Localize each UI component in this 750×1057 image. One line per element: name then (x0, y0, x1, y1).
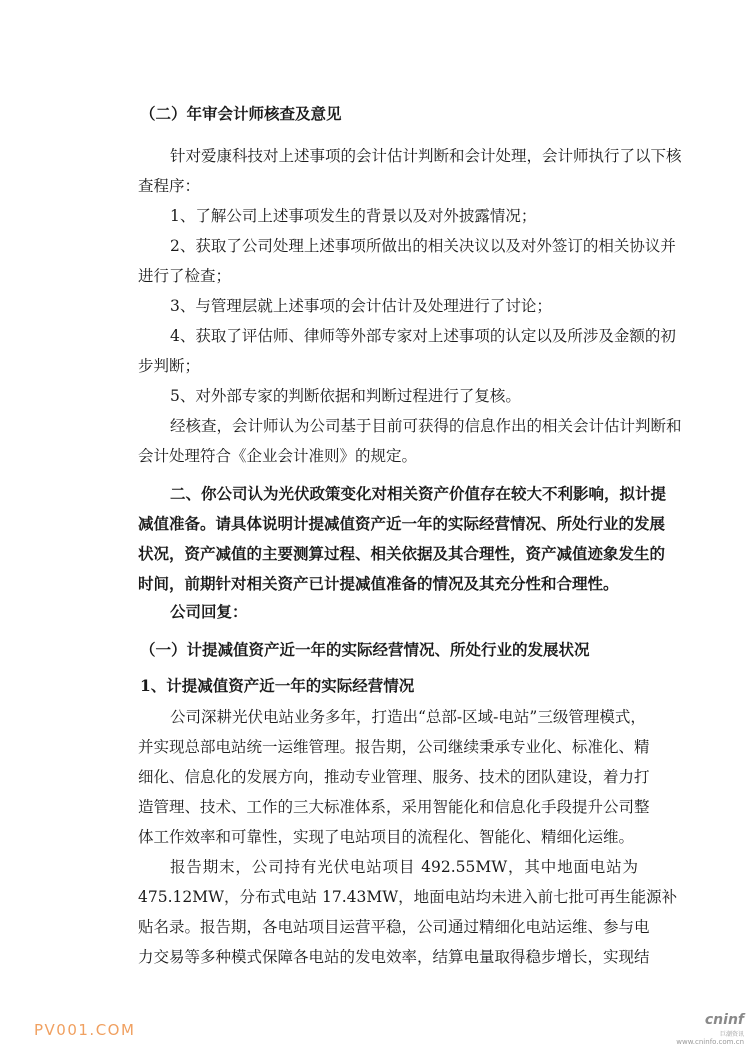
list-item: 2、获取了公司处理上述事项所做出的相关决议以及对外签订的相关协议并 (170, 237, 676, 255)
cninfo-logo: cninf (704, 1012, 744, 1028)
list-item: 3、与管理层就上述事项的会计估计及处理进行了讨论； (170, 297, 552, 315)
paragraph-line: 细化、信息化的发展方向，推动专业管理、服务、技术的团队建设，着力打 (138, 768, 650, 786)
cninfo-url: www.cninfo.com.cn (676, 1038, 744, 1046)
paragraph-line: 针对爱康科技对上述事项的会计估计判断和会计处理，会计师执行了以下核 (170, 147, 682, 165)
paragraph-line: 力交易等多种模式保障各电站的发电效率，结算电量取得稳步增长，实现结 (138, 948, 650, 966)
paragraph-line: 贴名录。报告期，各电站项目运营平稳，公司通过精细化电站运维、参与电 (138, 918, 650, 936)
reply-label: 公司回复： (170, 602, 248, 621)
list-item: 1、了解公司上述事项发生的背景以及对外披露情况； (170, 207, 537, 225)
paragraph-line: 体工作效率和可靠性，实现了电站项目的流程化、智能化、精细化运维。 (138, 828, 635, 846)
watermark-cninfo (648, 1012, 748, 1052)
list-item: 4、获取了评估师、律师等外部专家对上述事项的认定以及所涉及金额的初 (170, 327, 676, 345)
question-line: 时间，前期针对相关资产已计提减值准备的情况及其充分性和合理性。 (138, 574, 619, 593)
section-title: （二）年审会计师核查及意见 (140, 104, 342, 123)
paragraph-line: 会计处理符合《企业会计准则》的规定。 (138, 447, 418, 465)
subsection-title: （一）计提减值资产近一年的实际经营情况、所处行业的发展状况 (140, 640, 590, 659)
question-line: 减值准备。请具体说明计提减值资产近一年的实际经营情况、所处行业的发展 (138, 514, 666, 533)
question-line: 状况，资产减值的主要测算过程、相关依据及其合理性，资产减值迹象发生的 (138, 544, 666, 563)
paragraph-line: 报告期末，公司持有光伏电站项目 492.55MW，其中地面电站为 (170, 858, 638, 876)
list-item-continuation: 进行了检查； (138, 267, 232, 285)
watermark-pv001: PV001.COM (34, 1021, 136, 1039)
paragraph-line: 经核查，会计师认为公司基于目前可获得的信息作出的相关会计估计判断和 (170, 417, 682, 435)
list-item: 5、对外部专家的判断依据和判断过程进行了复核。 (170, 387, 521, 405)
cninfo-subtitle: 巨潮资讯 (719, 1031, 744, 1038)
paragraph-line: 公司深耕光伏电站业务多年，打造出“总部-区域-电站”三级管理模式， (170, 708, 646, 726)
question-line: 二、你公司认为光伏政策变化对相关资产价值存在较大不利影响，拟计提 (170, 484, 667, 503)
sub-heading: 1、计提减值资产近一年的实际经营情况 (140, 676, 415, 695)
paragraph-line: 查程序： (138, 177, 201, 195)
paragraph-line: 造管理、技术、工作的三大标准体系，采用智能化和信息化手段提升公司整 (138, 798, 650, 816)
paragraph-line: 475.12MW，分布式电站 17.43MW，地面电站均未进入前七批可再生能源补 (138, 888, 678, 906)
list-item-continuation: 步判断； (138, 357, 201, 375)
paragraph-line: 并实现总部电站统一运维管理。报告期，公司继续秉承专业化、标准化、精 (138, 738, 650, 756)
